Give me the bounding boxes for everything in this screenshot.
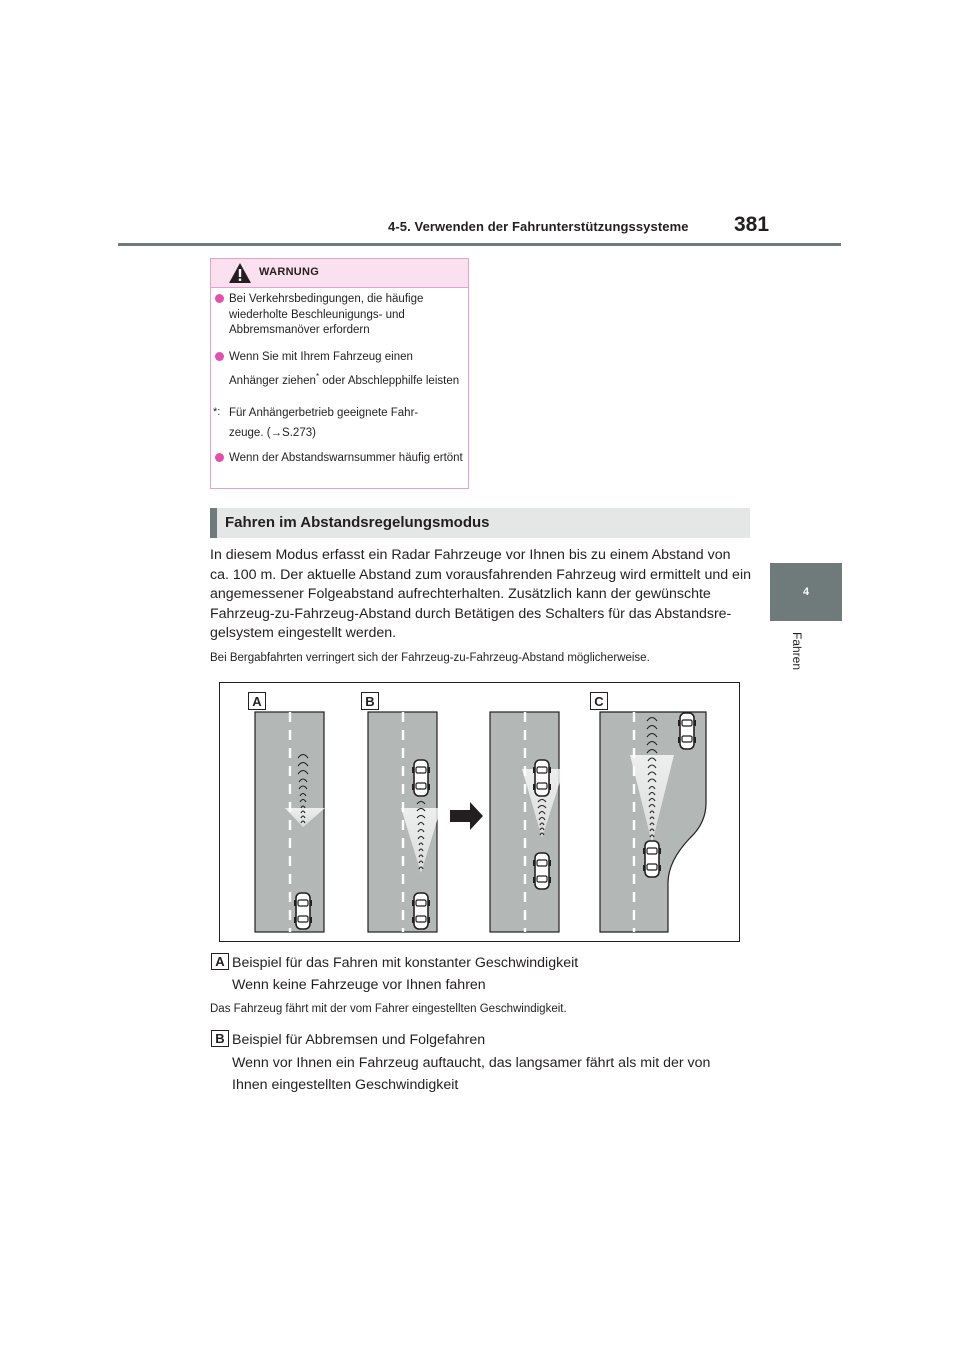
caption-b-title: Beispiel für Abbremsen und Folgefahren: [232, 1032, 486, 1048]
warning-title: WARNUNG: [259, 266, 320, 278]
car-icon: [412, 760, 430, 796]
page-number: 381: [734, 213, 770, 236]
car-icon: [533, 760, 551, 796]
car-icon: [294, 893, 312, 929]
bullet-icon: [215, 453, 224, 462]
warning-triangle-icon: [228, 262, 252, 284]
warning-header: [211, 259, 468, 288]
bullet-icon: [215, 352, 224, 361]
figure-label-a: A: [248, 692, 266, 710]
section-note: Bei Bergabfahrten verringert sich der Fahrzeug-zu-Fahrzeug-Abstand möglicherweise.: [210, 652, 650, 664]
caption-a-title: Beispiel für das Fahren mit konstanter Geschwindigkeit: [232, 955, 579, 971]
car-icon: [412, 893, 430, 929]
road-diagram: [220, 683, 741, 943]
section-heading: [210, 508, 750, 538]
chapter-label: Fahren: [790, 632, 804, 671]
caption-a-subtitle: Wenn keine Fahrzeuge vor Ihnen fahren: [232, 977, 486, 993]
section-header: 4-5. Verwenden der Fahrunterstützungssysteme: [388, 219, 689, 234]
figure-label-b: B: [361, 692, 379, 710]
car-icon: [678, 713, 696, 749]
warning-footnote: *: Für Anhängerbetrieb geeignete Fahr- zeuge. (→S.273): [213, 406, 419, 439]
bullet-icon: [215, 294, 224, 303]
chapter-tab[interactable]: 4: [770, 563, 842, 621]
caption-b-subtitle: Wenn vor Ihnen ein Fahrzeug auftaucht, das langsamer fährt als mit der von: [232, 1055, 711, 1071]
caption-label-a: A: [211, 953, 229, 970]
caption-b-subtitle-cont: Ihnen eingestellten Geschwindigkeit: [232, 1077, 459, 1093]
warning-item: Bei Verkehrsbedingungen, die häufige wiederholte Beschleunigungs- und Abbremsmanöver erfordern: [215, 292, 465, 339]
warning-item: Wenn der Abstandswarnsummer häufig ertönt: [215, 451, 465, 467]
caption-a-note: Das Fahrzeug fährt mit der vom Fahrer eingestellten Geschwindigkeit.: [210, 1003, 567, 1015]
car-icon: [643, 841, 661, 877]
warning-box: [210, 258, 469, 489]
header-divider: [118, 243, 841, 246]
section-title: Fahren im Abstandsregelungsmodus: [225, 514, 490, 531]
section-paragraph: In diesem Modus erfasst ein Radar Fahrzeuge vor Ihnen bis zu einem Abstand von ca. 100 m. Der aktuelle Abstand zum vorausfahrenden Fahrzeug wird ermittelt und ein angemessener Folgeabstand aufrechterhalten. Zusätzlich kann der gewünschte Fahrzeug-zu-Fahrzeug-Abstand durch Betätigen des Schalters für das Abstandsre-gelsystem eingestellt werden.: [210, 547, 751, 641]
warning-item: Wenn Sie mit Ihrem Fahrzeug einen Anhänger ziehen* oder Abschlepphilfe leisten: [215, 350, 465, 391]
arrow-right-icon: [450, 802, 483, 830]
figure-label-c: C: [590, 692, 608, 710]
caption-label-b: B: [211, 1030, 229, 1047]
car-icon: [533, 853, 551, 889]
acc-illustration: [219, 682, 740, 942]
